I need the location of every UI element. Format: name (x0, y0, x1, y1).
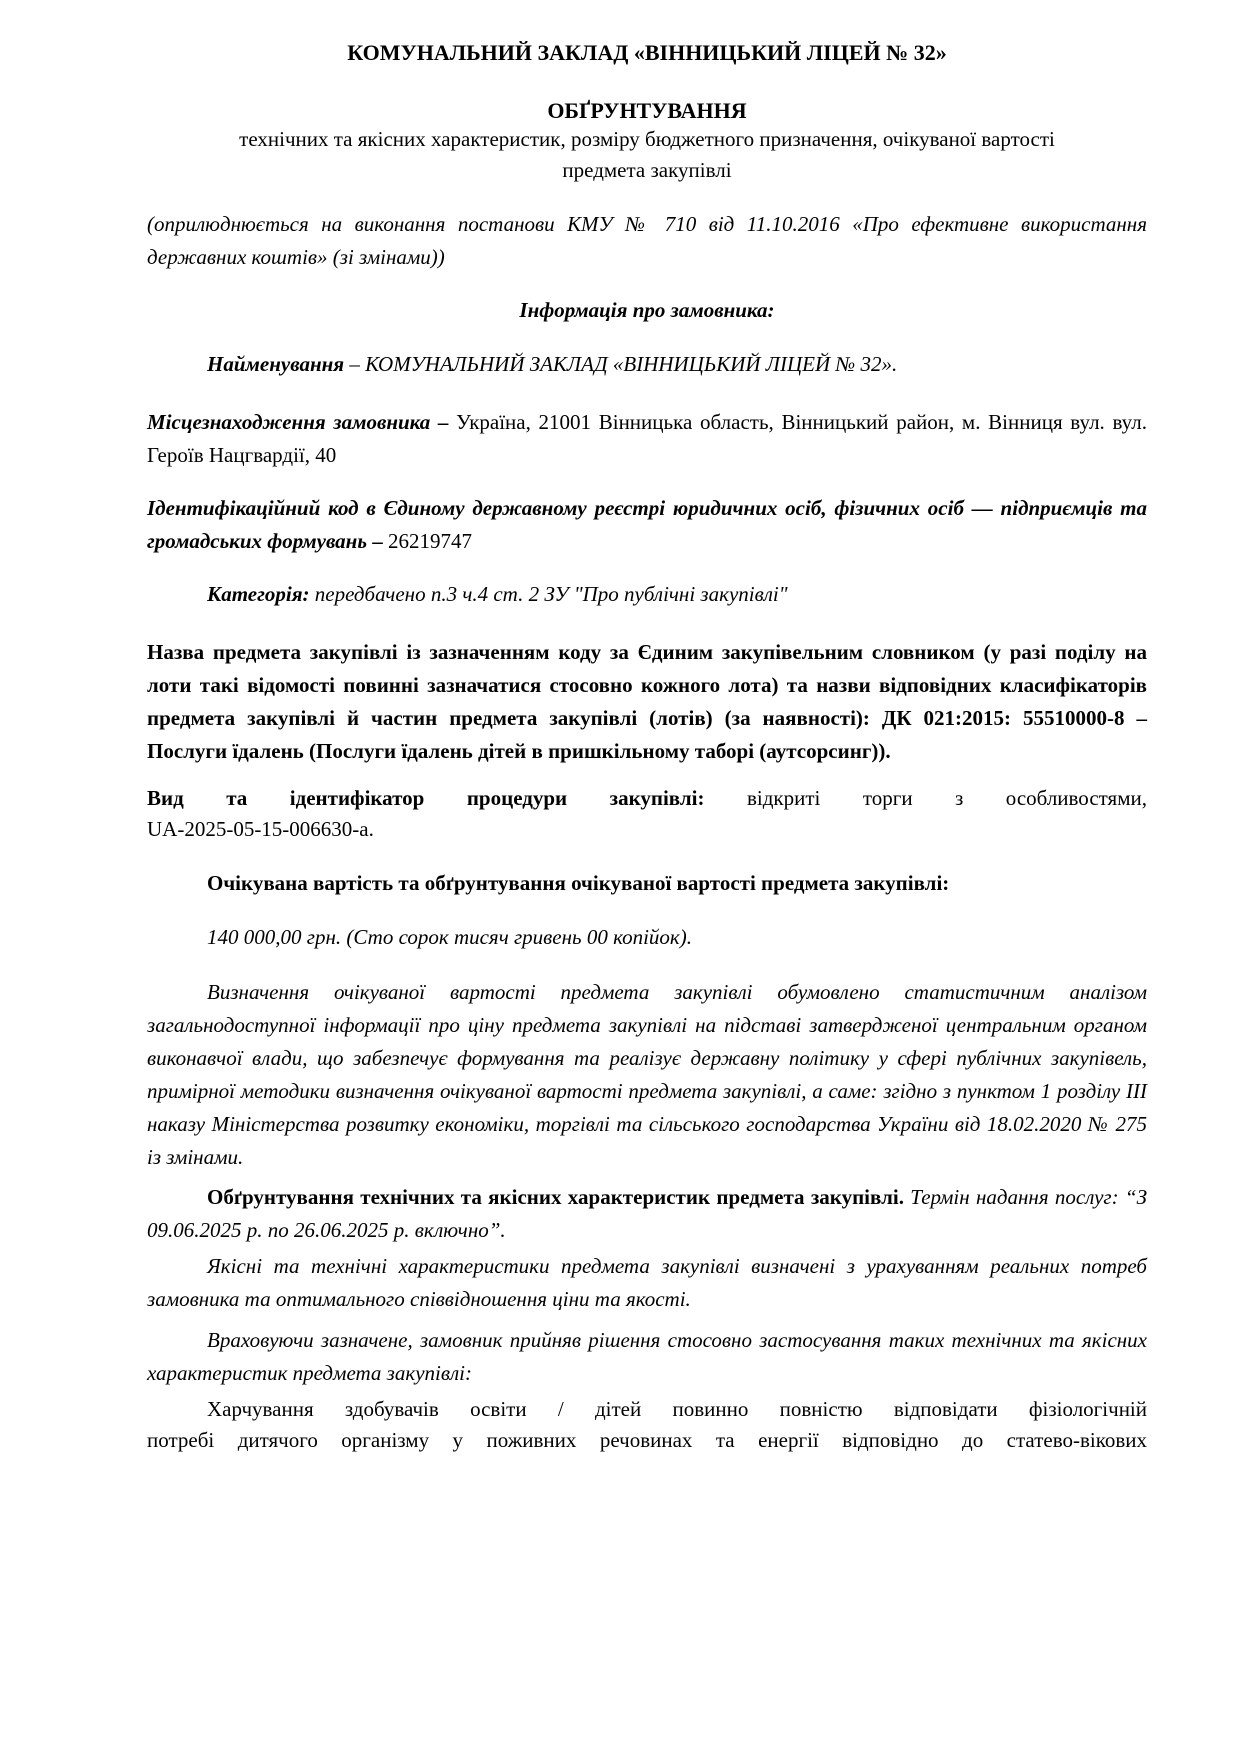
expected-cost-justification: Визначення очікуваної вартості предмета закупівлі обумовлено статистичним аналізом загальнодоступної інформації про ціну предмета закупівлі на підставі затвердженої центральним органом виконавчої влади, що забезпечує формування та реалізує державну політику у сфері публічних закупівель, примірної методики визначення очікуваної вартості предмета закупівлі, а саме: згідно з пунктом 1 розділу ІІІ наказу Міністерства розвитку економіки, торгівлі та сільського господарства України від 18.02.2020 № 275 із змінами. (147, 980, 1147, 1169)
customer-category (147, 578, 1147, 611)
food-requirements-line2: потребі дитячого організму у поживних речовинах та енергії відповідно до статево-вікових (147, 1428, 1147, 1452)
customer-decision: Враховуючи зазначене, замовник прийняв рішення стосовно застосування таких технічних та якісних характеристик предмета закупівлі: (147, 1328, 1147, 1385)
customer-info-heading: Інформація про замовника: (519, 298, 775, 322)
customer-category-value: передбачено п.3 ч.4 ст. 2 ЗУ "Про публічні закупівлі" (309, 582, 788, 606)
customer-code-value: 26219747 (387, 529, 472, 553)
customer-code (147, 492, 1147, 558)
document-subtitle-line1: технічних та якісних характеристик, розміру бюджетного призначення, очікуваної вартості (239, 127, 1055, 151)
procedure-type (147, 782, 1147, 815)
expected-cost-amount: 140 000,00 грн. (Сто сорок тисяч гривень 00 копійок). (207, 925, 692, 949)
procedure-label: Вид та ідентифікатор процедури закупівлі: (147, 786, 705, 810)
document-subtitle-line2: предмета закупівлі (562, 158, 732, 182)
customer-name (147, 348, 1147, 381)
customer-code-dash: – (366, 529, 388, 553)
technical-label: Обґрунтування технічних та якісних характеристик предмета закупівлі. (207, 1185, 904, 1209)
publication-note: (оприлюднюється на виконання постанови КМУ № 710 від 11.10.2016 «Про ефективне використання державних коштів» (зі змінами)) (147, 212, 1147, 269)
quality-characteristics: Якісні та технічні характеристики предмета закупівлі визначені з урахуванням реальних потреб замовника та оптимального співвідношення ціни та якості. (147, 1254, 1147, 1311)
technical-justification (147, 1181, 1147, 1247)
institution-title: КОМУНАЛЬНИЙ ЗАКЛАД «ВІННИЦЬКИЙ ЛІЦЕЙ № 32» (347, 40, 947, 65)
customer-location-label: Місцезнаходження замовника – (147, 410, 457, 434)
customer-location-value: Україна, 21001 Вінницька область, Вінницький район, м. Вінниця вул. вул. Героїв Нацгвардії, 40 (147, 410, 1147, 467)
document-title: ОБҐРУНТУВАННЯ (547, 98, 747, 123)
procedure-id: UA-2025-05-15-006630-a. (147, 817, 374, 841)
customer-location (147, 406, 1147, 472)
procedure-value: відкриті торги з особливостями, (704, 786, 1147, 810)
procurement-subject: Назва предмета закупівлі із зазначенням коду за Єдиним закупівельним словником (у разі поділу на лоти такі відомості повинні зазначатися стосовно кожного лота) та назви відповідних класифікаторів предмета закупівлі й частин предмета закупівлі (лотів) (за наявності): ДК 021:2015: 55510000-8 – Послуги їдалень (Послуги їдалень дітей в пришкільному таборі (аутсорсинг)). (147, 640, 1147, 763)
customer-name-value: – КОМУНАЛЬНИЙ ЗАКЛАД «ВІННИЦЬКИЙ ЛІЦЕЙ № 32». (344, 352, 898, 376)
food-requirements-line1: Харчування здобувачів освіти / дітей повинно повністю відповідати фізіологічній (207, 1397, 1147, 1421)
customer-code-label: Ідентифікаційний код в Єдиному державному реєстрі юридичних осіб, фізичних осіб — підприємців та громадських формувань (147, 496, 1147, 553)
customer-name-label: Найменування (207, 352, 345, 376)
customer-category-label: Категорія: (207, 582, 310, 606)
service-term: Термін надання послуг: “З 09.06.2025 р. по 26.06.2025 р. включно”. (147, 1185, 1148, 1242)
expected-cost-heading: Очікувана вартість та обґрунтування очікуваної вартості предмета закупівлі: (207, 871, 950, 895)
